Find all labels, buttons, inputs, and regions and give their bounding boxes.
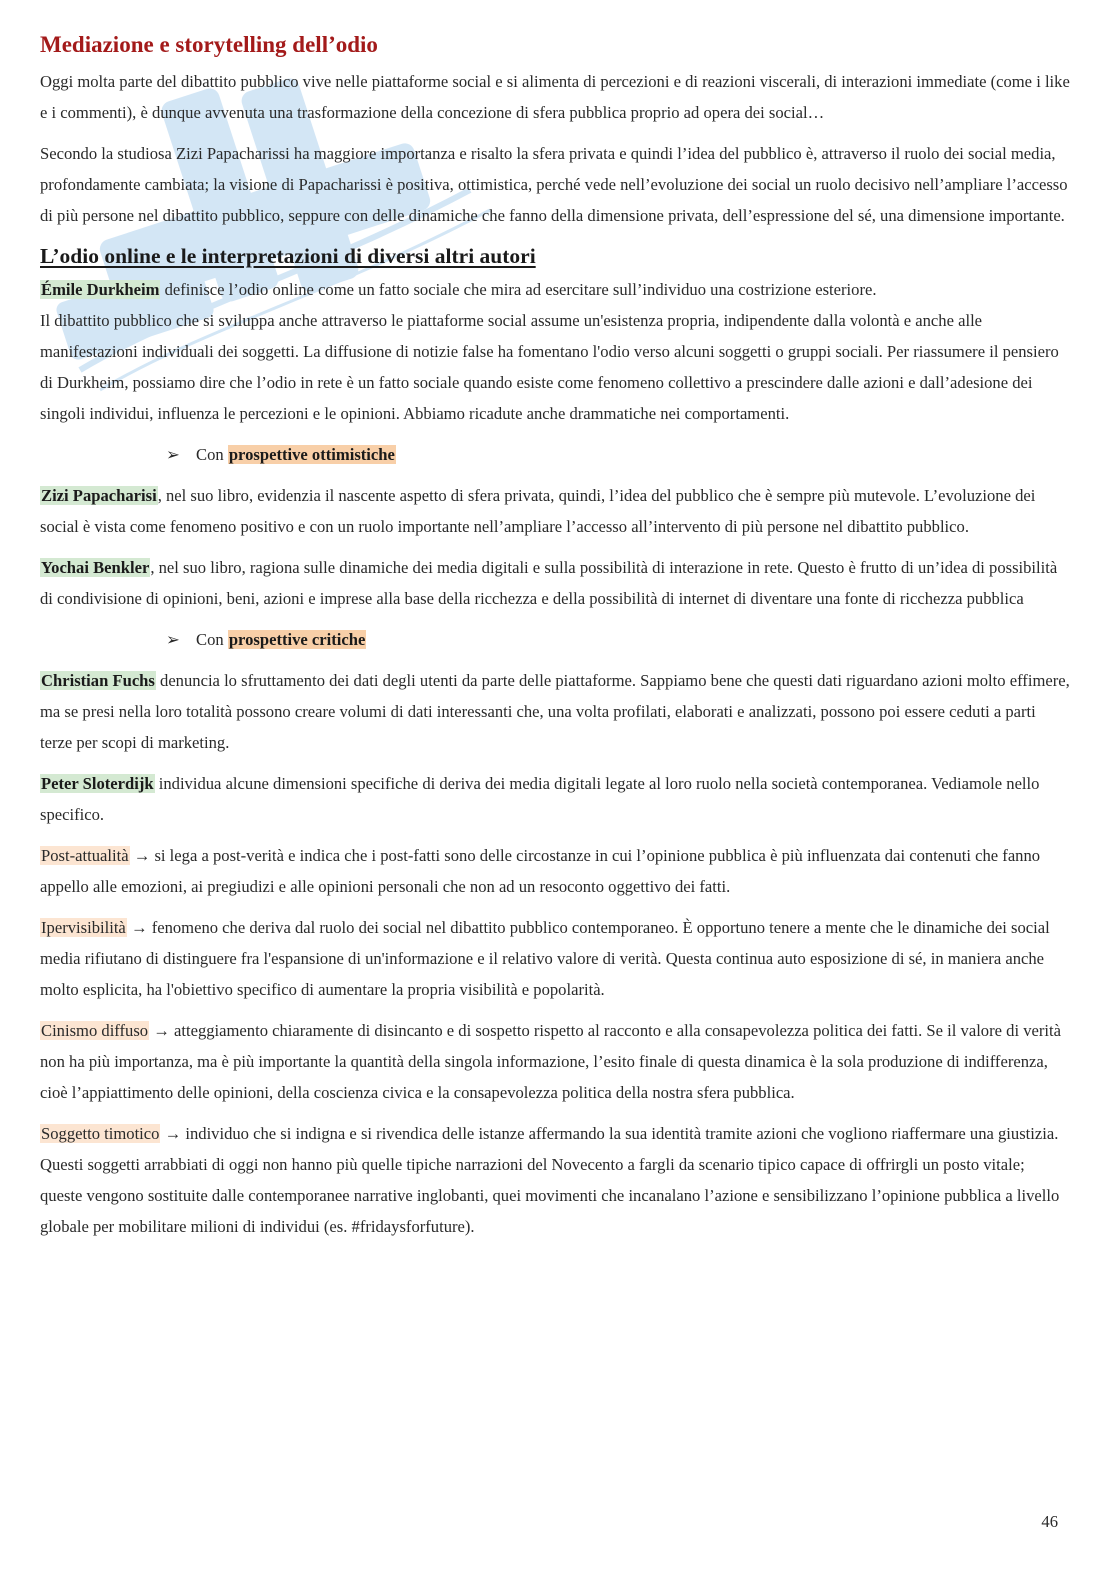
term-paragraph-cinismo-diffuso xyxy=(40,1015,1070,1108)
fuchs-paragraph xyxy=(40,665,1070,758)
term-ipervisibilita: Ipervisibilità xyxy=(41,918,126,937)
author-name-fuchs: Christian Fuchs xyxy=(41,671,155,690)
author-name-durkheim: Émile Durkheim xyxy=(41,280,160,299)
term-post-attualita: Post-attualità xyxy=(41,846,129,865)
fuchs-text: denuncia lo sfruttamento dei dati degli utenti da parte delle piattaforme. Sappiamo bene che questi dati riguardano azioni molto effimere, ma se presi nella loro totalità possono creare volumi di dati interessanti che, una volta profilati, elaborati e analizzati, possono poi essere ceduti a parti terze per scopi di marketing. xyxy=(40,671,1070,752)
author-name-benkler: Yochai Benkler xyxy=(41,558,150,577)
author-name-papacharisi: Zizi Papacharisi xyxy=(41,486,157,505)
optimistic-label: prospettive ottimistiche xyxy=(228,445,395,464)
critical-perspectives-item xyxy=(40,624,1070,655)
term-paragraph-post-attualita xyxy=(40,840,1070,902)
durkheim-body: Il dibattito pubblico che si sviluppa anche attraverso le piattaforme social assume un'esistenza propria, indipendente dalla volontà e anche alle manifestazioni individuali dei soggetti. La diffusione di notizie false ha fomentano l'odio verso alcuni soggetti o gruppi sociali. Per riassumere il pensiero di Durkheim, possiamo dire che l’odio in rete è un fatto sociale quando esiste come fenomeno collettivo a prescindere dalle azioni e dall’adesione dei singoli individui, influenza le percezioni e le opinioni. Abbiamo ricadute anche drammatiche nei comportamenti. xyxy=(40,311,1059,423)
arrow-bullet-icon: ➢ xyxy=(166,445,180,464)
term-soggetto-timotico: Soggetto timotico xyxy=(41,1124,160,1143)
term-paragraph-soggetto-timotico xyxy=(40,1118,1070,1242)
document-content xyxy=(40,30,1070,1252)
page-title: Mediazione e storytelling dell’odio xyxy=(40,32,378,57)
term-text-soggetto-timotico: → individuo che si indigna e si rivendica delle istanze affermando la sua identità tramite azioni che vogliono riaffermare una giustizia. Questi soggetti arrabbiati di oggi non hanno più quelle tipiche narrazioni del Novecento a fargli da scenario tipico capace di offrirgli un posto vitale; queste vengono sostituite dalle contemporanee narrative inglobanti, quei movimenti che incanalano l’azione e sensibilizzano l’opinione pubblica a livello globale per mobilitare milioni di individui (es. #fridaysforfuture). xyxy=(40,1124,1060,1236)
intro-paragraph-2: Secondo la studiosa Zizi Papacharissi ha maggiore importanza e risalto la sfera privata e quindi l’idea del pubblico è, attraverso il ruolo dei social media, profondamente cambiata; la visione di Papacharissi è positiva, ottimistica, perché vede nell’evoluzione dei social un ruolo decisivo nell’ampliare l’accesso di più persone nel dibattito pubblico, seppure con delle dinamiche che fanno della dimensione privata, dell’espressione del sé, una dimensione importante. xyxy=(40,144,1068,225)
term-text-cinismo-diffuso: → atteggiamento chiaramente di disincanto e di sospetto rispetto al racconto e alla consapevolezza politica dei fatti. Se il valore di verità non ha più importanza, ma è più importante la quantità della singola informazione, l’esito finale di questa dinamica è la sola produzione di indifferenza, cioè l’appiattimento delle opinioni, della coscienza civica e la consapevolezza politica della nostra sfera pubblica. xyxy=(40,1021,1061,1102)
arrow-bullet-icon: ➢ xyxy=(166,630,180,649)
papacharisi-text: , nel suo libro, evidenzia il nascente aspetto di sfera privata, quindi, l’idea del pubblico che è sempre più mutevole. L’evoluzione dei social è vista come fenomeno positivo e con un ruolo importante nell’ampliare l’accesso all’intervento di più persone nel dibattito pubblico. xyxy=(40,486,1036,536)
critical-label: prospettive critiche xyxy=(228,630,366,649)
critical-prefix: Con xyxy=(196,630,228,649)
sloterdijk-paragraph xyxy=(40,768,1070,830)
intro-paragraph-1: Oggi molta parte del dibattito pubblico vive nelle piattaforme social e si alimenta di percezioni e di reazioni viscerali, di interazioni immediate (come i like e i commenti), è dunque avvenuta una trasformazione della concezione di sfera pubblica proprio ad opera dei social… xyxy=(40,72,1070,122)
durkheim-paragraph xyxy=(40,274,1070,429)
optimistic-perspectives-item xyxy=(40,439,1070,470)
term-cinismo-diffuso: Cinismo diffuso xyxy=(41,1021,149,1040)
author-name-sloterdijk: Peter Sloterdijk xyxy=(41,774,154,793)
term-paragraph-ipervisibilita xyxy=(40,912,1070,1005)
optimistic-prefix: Con xyxy=(196,445,228,464)
term-text-post-attualita: → si lega a post-verità e indica che i post-fatti sono delle circostanze in cui l’opinione pubblica è più influenzata dai contenuti che fanno appello alle emozioni, ai pregiudizi e alle opinioni personali che non ad un resoconto oggettivo dei fatti. xyxy=(40,846,1041,896)
benkler-text: , nel suo libro, ragiona sulle dinamiche dei media digitali e sulla possibilità di interazione in rete. Questo è frutto di un’idea di possibilità di condivisione di opinioni, beni, azioni e imprese alla base della ricchezza e della possibilità di internet di diventare una fonte di ricchezza pubblica xyxy=(40,558,1058,608)
page-number: 46 xyxy=(1041,1512,1058,1531)
section-heading: L’odio online e le interpretazioni di diversi altri autori xyxy=(40,244,536,268)
benkler-paragraph xyxy=(40,552,1070,614)
papacharisi-paragraph xyxy=(40,480,1070,542)
term-text-ipervisibilita: → fenomeno che deriva dal ruolo dei social nel dibattito pubblico contemporaneo. È opportuno tenere a mente che le dinamiche dei social media rifiutano di distinguere fra l'espansione di un'informazione e il relativo valore di verità. Questa continua auto esposizione di sé, in maniera anche molto esplicita, ha l'obiettivo specifico di aumentare la propria visibilità e popolarità. xyxy=(40,918,1050,999)
sloterdijk-text: individua alcune dimensioni specifiche di deriva dei media digitali legate al loro ruolo nella società contemporanea. Vediamole nello specifico. xyxy=(40,774,1040,824)
durkheim-line-1: definisce l’odio online come un fatto sociale che mira ad esercitare sull’individuo una costrizione esteriore. xyxy=(160,280,877,299)
